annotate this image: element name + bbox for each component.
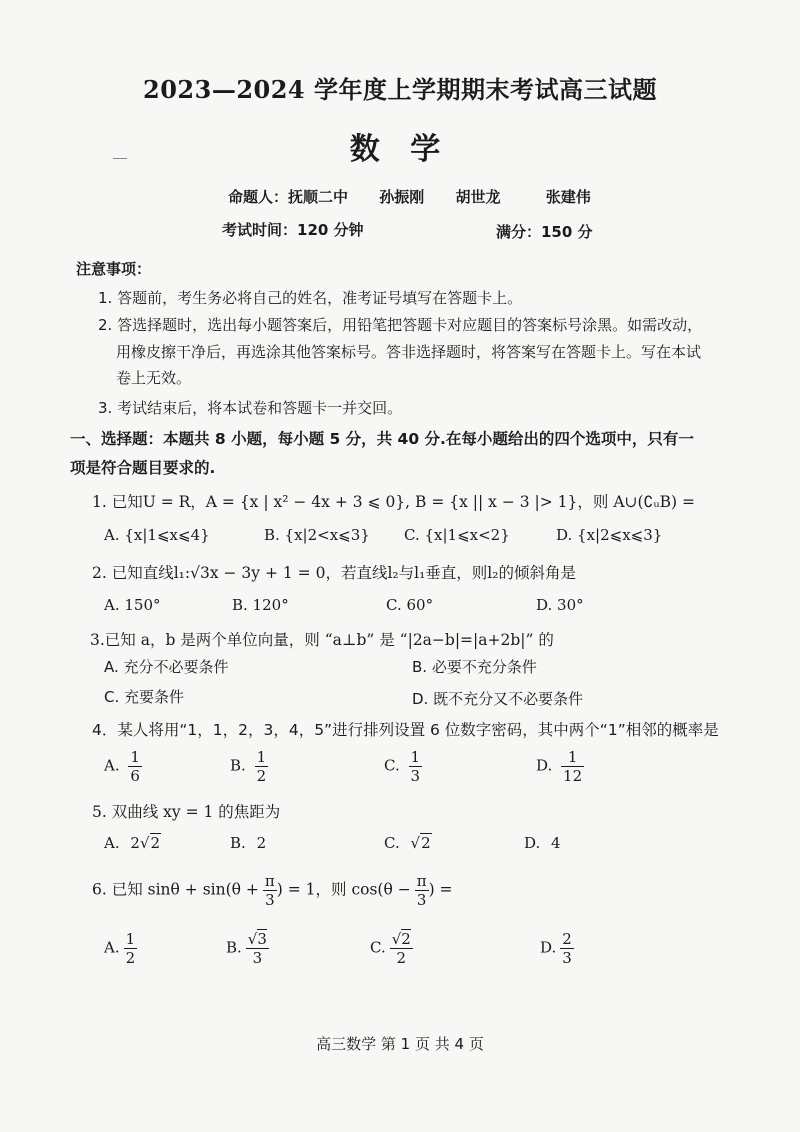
section-heading: 项是符合题目要求的. — [70, 459, 216, 477]
exam-time: 考试时间：120 分钟 — [222, 221, 364, 239]
q1-option-d: D. {x|2⩽x⩽3} — [556, 526, 663, 544]
option-label: D. — [524, 834, 541, 852]
option-label: B. — [230, 834, 246, 852]
denominator: 3 — [263, 890, 277, 909]
denominator: 3 — [246, 948, 269, 967]
option-label: C. — [370, 938, 386, 957]
q3-option-c: C. 充要条件 — [104, 688, 185, 706]
full-score: 满分：150 分 — [496, 223, 593, 241]
fraction — [561, 748, 584, 785]
q3-option-a: A. 充分不必要条件 — [104, 658, 229, 676]
radicand: 3 — [257, 930, 267, 948]
q1-option-c: C. {x|1⩽x<2} — [404, 526, 510, 544]
denominator: 2 — [256, 767, 267, 785]
option-label: C. — [384, 834, 400, 852]
q1-option-b: B. {x|2<x⩽3} — [264, 526, 370, 544]
notes-heading: 注意事项： — [76, 260, 152, 278]
q4-option-d — [536, 748, 584, 785]
radicand: 2 — [401, 930, 411, 948]
note-item: 1. 答题前，考生务必将自己的姓名，准考证号填写在答题卡上。 — [98, 289, 523, 307]
square-root: √2 — [410, 834, 431, 852]
option-label: A. — [104, 756, 120, 775]
q6-option-c — [370, 930, 413, 967]
stem-text: 6. 已知 sinθ + sin(θ + — [92, 880, 259, 899]
q2-option-c: C. 60° — [386, 596, 434, 614]
q2-option-b: B. 120° — [232, 596, 289, 614]
fraction — [560, 930, 574, 967]
fraction — [415, 872, 429, 909]
q3-option-d: D. 既不充分又不必要条件 — [412, 690, 584, 708]
numerator: 1 — [256, 748, 267, 766]
question-1-stem: 1. 已知U = R，A = {x | x² − 4x + 3 ⩽ 0}, B = {x || x − 3 |> 1}，则 A∪(∁ᵤB) = — [92, 493, 695, 511]
denominator: 12 — [563, 767, 583, 785]
q5-option-b — [230, 834, 266, 852]
stem-text: ) = 1，则 cos(θ − — [276, 880, 411, 899]
q5-option-c — [384, 834, 432, 852]
question-3-stem: 3.已知 a，b 是两个单位向量，则 “a⊥b” 是 “|2a−b|=|a+2b|” 的 — [90, 631, 554, 649]
note-item: 卷上无效。 — [116, 369, 192, 387]
q4-option-b — [230, 748, 268, 785]
denominator: 6 — [130, 767, 140, 785]
note-item: 2. 答选择题时，选出每小题答案后，用铅笔把答题卡对应题目的答案标号涂黑。如需改动， — [98, 316, 703, 334]
q5-option-a — [104, 834, 161, 852]
option-label: B. — [226, 938, 242, 957]
option-label: B. — [230, 756, 246, 775]
denominator: 2 — [125, 949, 136, 967]
option-label: A. — [104, 834, 120, 852]
fraction — [263, 872, 277, 909]
q6-option-b — [226, 930, 269, 967]
option-label: C. — [384, 756, 400, 775]
numerator: 2 — [562, 930, 572, 948]
numerator: 1 — [410, 748, 421, 766]
numerator: 1 — [567, 748, 578, 766]
option-label: A. — [104, 938, 120, 957]
note-item: 3. 考试结束后，将本试卷和答题卡一并交回。 — [98, 399, 403, 417]
note-item: 用橡皮擦干净后，再选涂其他答案标号。答非选择题时，将答案写在答题卡上。写在本试 — [116, 343, 702, 361]
question-5-stem: 5. 双曲线 xy = 1 的焦距为 — [92, 803, 281, 821]
question-4-stem: 4．某人将用“1，1，2，3，4，5”进行排列设置 6 位数字密码，其中两个“1”相邻的概率是 — [92, 721, 719, 739]
section-heading: 一、选择题：本题共 8 小题，每小题 5 分，共 40 分.在每小题给出的四个选项中，只有一 — [70, 430, 694, 448]
denominator: 3 — [410, 767, 421, 785]
square-root: √2 — [139, 834, 161, 852]
stem-text: ) = — [428, 880, 453, 899]
radicand: 2 — [421, 834, 431, 852]
option-label: D. — [540, 938, 557, 957]
coefficient: 2 — [130, 834, 140, 852]
q2-option-d: D. 30° — [536, 596, 584, 614]
exam-title: 2023—2024 学年度上学期期末考试高三试题 — [143, 75, 657, 104]
subject-title: 数 学 — [349, 132, 451, 167]
fraction — [124, 930, 138, 967]
q2-option-a: A. 150° — [104, 596, 161, 614]
radicand: 2 — [150, 834, 161, 852]
q1-option-a: A. {x|1⩽x⩽4} — [104, 526, 210, 544]
q6-option-a — [104, 930, 137, 967]
fraction — [409, 748, 423, 785]
numerator: π — [264, 872, 275, 890]
q4-option-a — [104, 748, 142, 785]
fraction — [255, 748, 269, 785]
option-value: 4 — [551, 834, 561, 852]
page-footer: 高三数学 第 1 页 共 4 页 — [316, 1035, 484, 1053]
author-name: 胡世龙 — [455, 188, 501, 206]
denominator: 2 — [390, 948, 413, 967]
option-label: D. — [536, 756, 553, 775]
fraction — [246, 930, 269, 967]
author-label: 命题人：抚顺二中 — [228, 188, 349, 206]
author-row — [228, 186, 617, 207]
numerator: π — [416, 872, 427, 890]
denominator: 3 — [562, 949, 572, 967]
numerator: √2 — [391, 930, 411, 948]
q5-option-d — [524, 834, 561, 852]
numerator: 1 — [125, 930, 136, 948]
numerator: 1 — [130, 748, 140, 766]
q6-option-d — [540, 930, 574, 967]
fraction — [390, 930, 413, 967]
q3-option-b: B. 必要不充分条件 — [412, 658, 537, 676]
author-name: 张建伟 — [545, 188, 591, 206]
question-2-stem: 2. 已知直线l₁:√3x − 3y + 1 = 0，若直线l₂与l₁垂直，则l₂的倾斜角是 — [92, 564, 576, 582]
option-value: 2 — [256, 834, 267, 852]
author-name: 孙振刚 — [379, 188, 425, 206]
question-6-stem — [92, 872, 453, 909]
numerator: √3 — [247, 930, 267, 948]
fraction — [128, 748, 142, 785]
denominator: 3 — [415, 890, 429, 909]
q4-option-c — [384, 748, 422, 785]
